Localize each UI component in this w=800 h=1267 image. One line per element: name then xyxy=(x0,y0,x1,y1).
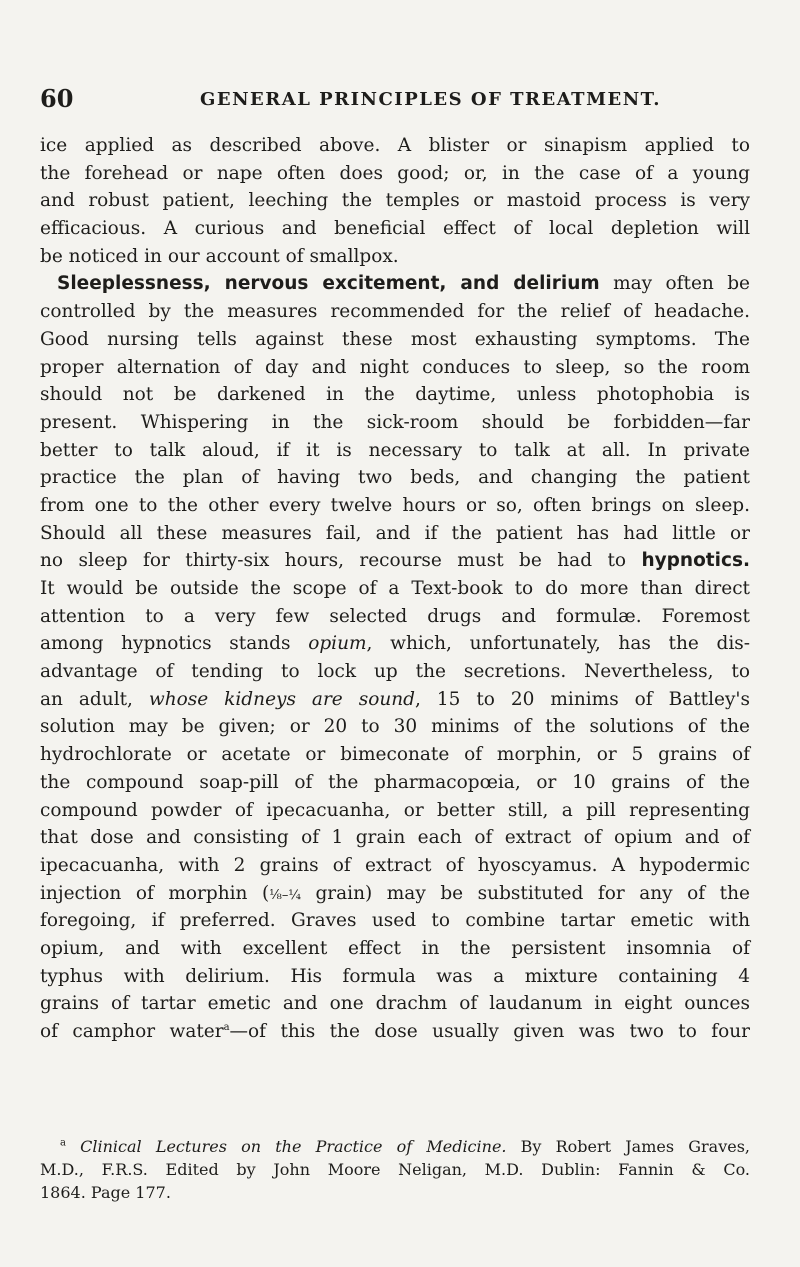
page-header xyxy=(40,84,760,114)
text-line: the compound soap-pill of the pharmacopœia, or 10 grains of the xyxy=(40,771,750,793)
text-line: Good nursing tells against these most exhausting symptoms. The xyxy=(40,328,750,350)
page-number: 60 xyxy=(40,84,74,113)
text-line: be noticed in our account of smallpox. xyxy=(40,245,399,267)
running-head: GENERAL PRINCIPLES OF TREATMENT. xyxy=(200,89,662,110)
text-line: present. Whispering in the sick-room should be forbidden—far xyxy=(40,411,750,433)
text-line: compound powder of ipecacuanha, or better still, a pill representing xyxy=(40,799,750,821)
text-line: solution may be given; or 20 to 30 minims of the solutions of the xyxy=(40,716,750,738)
footnote-line: $^a$ Clinical Lectures on the Practice of Medicine. By Robert James Graves, xyxy=(60,1137,750,1156)
footnote-line: M.D., F.R.S. Edited by John Moore Neligan, M.D. Dublin: Fannin & Co. xyxy=(40,1160,750,1179)
text-line: foregoing, if preferred. Graves used to combine tartar emetic with xyxy=(40,910,750,932)
text-line: It would be outside the scope of a Text-book to do more than direct xyxy=(40,578,750,599)
text-line: proper alternation of day and night conduces to sleep, so the room xyxy=(40,356,750,378)
text-line: ipecacuanha, with 2 grains of extract of hyoscyamus. A hypodermic xyxy=(40,854,750,876)
text-line: attention to a very few selected drugs and formulæ. Foremost xyxy=(40,605,750,627)
text-line: ice applied as described above. A blister or sinapism applied to xyxy=(40,135,750,156)
footnote-reference: a xyxy=(223,1021,230,1033)
text-line: among hypnotics stands opium, which, unfortunately, has the dis- xyxy=(40,633,750,655)
footnote-mark: a xyxy=(60,1137,66,1149)
footnote xyxy=(40,1135,750,1204)
text-line: that dose and consisting of 1 grain each of extract of opium and of xyxy=(40,827,750,849)
text-line: an adult, whose kidneys are sound, 15 to 20 minims of Battley's xyxy=(40,688,750,710)
emphasis-opium: opium xyxy=(308,633,367,655)
text-line: typhus with delirium. His formula was a mixture containing 4 xyxy=(40,965,750,987)
text-line: injection of morphin (⅛–¼ grain) may be substituted for any of the xyxy=(40,882,750,904)
text-line: grains of tartar emetic and one drachm of laudanum in eight ounces xyxy=(40,993,750,1015)
text-line: the forehead or nape often does good; or, in the case of a young xyxy=(40,162,750,184)
text-line: from one to the other every twelve hours or so, often brings on sleep. xyxy=(40,494,750,516)
text-line: controlled by the measures recommended for the relief of headache. xyxy=(40,301,750,323)
emphasis-hypnotics: hypnotics. xyxy=(641,550,750,572)
footnote-line: 1864. Page 177. xyxy=(40,1183,171,1202)
text-line: no sleep for thirty-six hours, recourse must be had to hypnotics. xyxy=(40,550,750,572)
dose-fraction: ⅛–¼ xyxy=(269,887,301,903)
text-line: should not be darkened in the daytime, unless photophobia is xyxy=(40,384,750,406)
emphasis-kidneys: whose kidneys are sound xyxy=(148,688,415,710)
text-line: better to talk aloud, if it is necessary to talk at all. In private xyxy=(40,439,750,461)
text-line: efficacious. A curious and beneficial effect of local depletion will xyxy=(40,218,750,240)
text-line: opium, and with excellent effect in the persistent insomnia of xyxy=(40,937,750,959)
text-line: practice the plan of having two beds, and changing the patient xyxy=(40,467,750,489)
text-line: of camphor water$^a$—of this the dose usually given was two to four xyxy=(40,1021,750,1042)
paragraph-heading: Sleeplessness, nervous excitement, and delirium xyxy=(57,273,600,295)
footnote-title: Clinical Lectures on the Practice of Medicine. xyxy=(80,1137,507,1156)
text-line: and robust patient, leeching the temples or mastoid process is very xyxy=(40,190,750,212)
text-line: Sleeplessness, nervous excitement, and delirium may often be xyxy=(57,273,751,295)
body-text xyxy=(40,132,750,1046)
text-line: hydrochlorate or acetate or bimeconate of morphin, or 5 grains of xyxy=(40,744,750,766)
text-line: Should all these measures fail, and if the patient has had little or xyxy=(40,522,750,544)
text-line: advantage of tending to lock up the secretions. Nevertheless, to xyxy=(40,661,750,683)
